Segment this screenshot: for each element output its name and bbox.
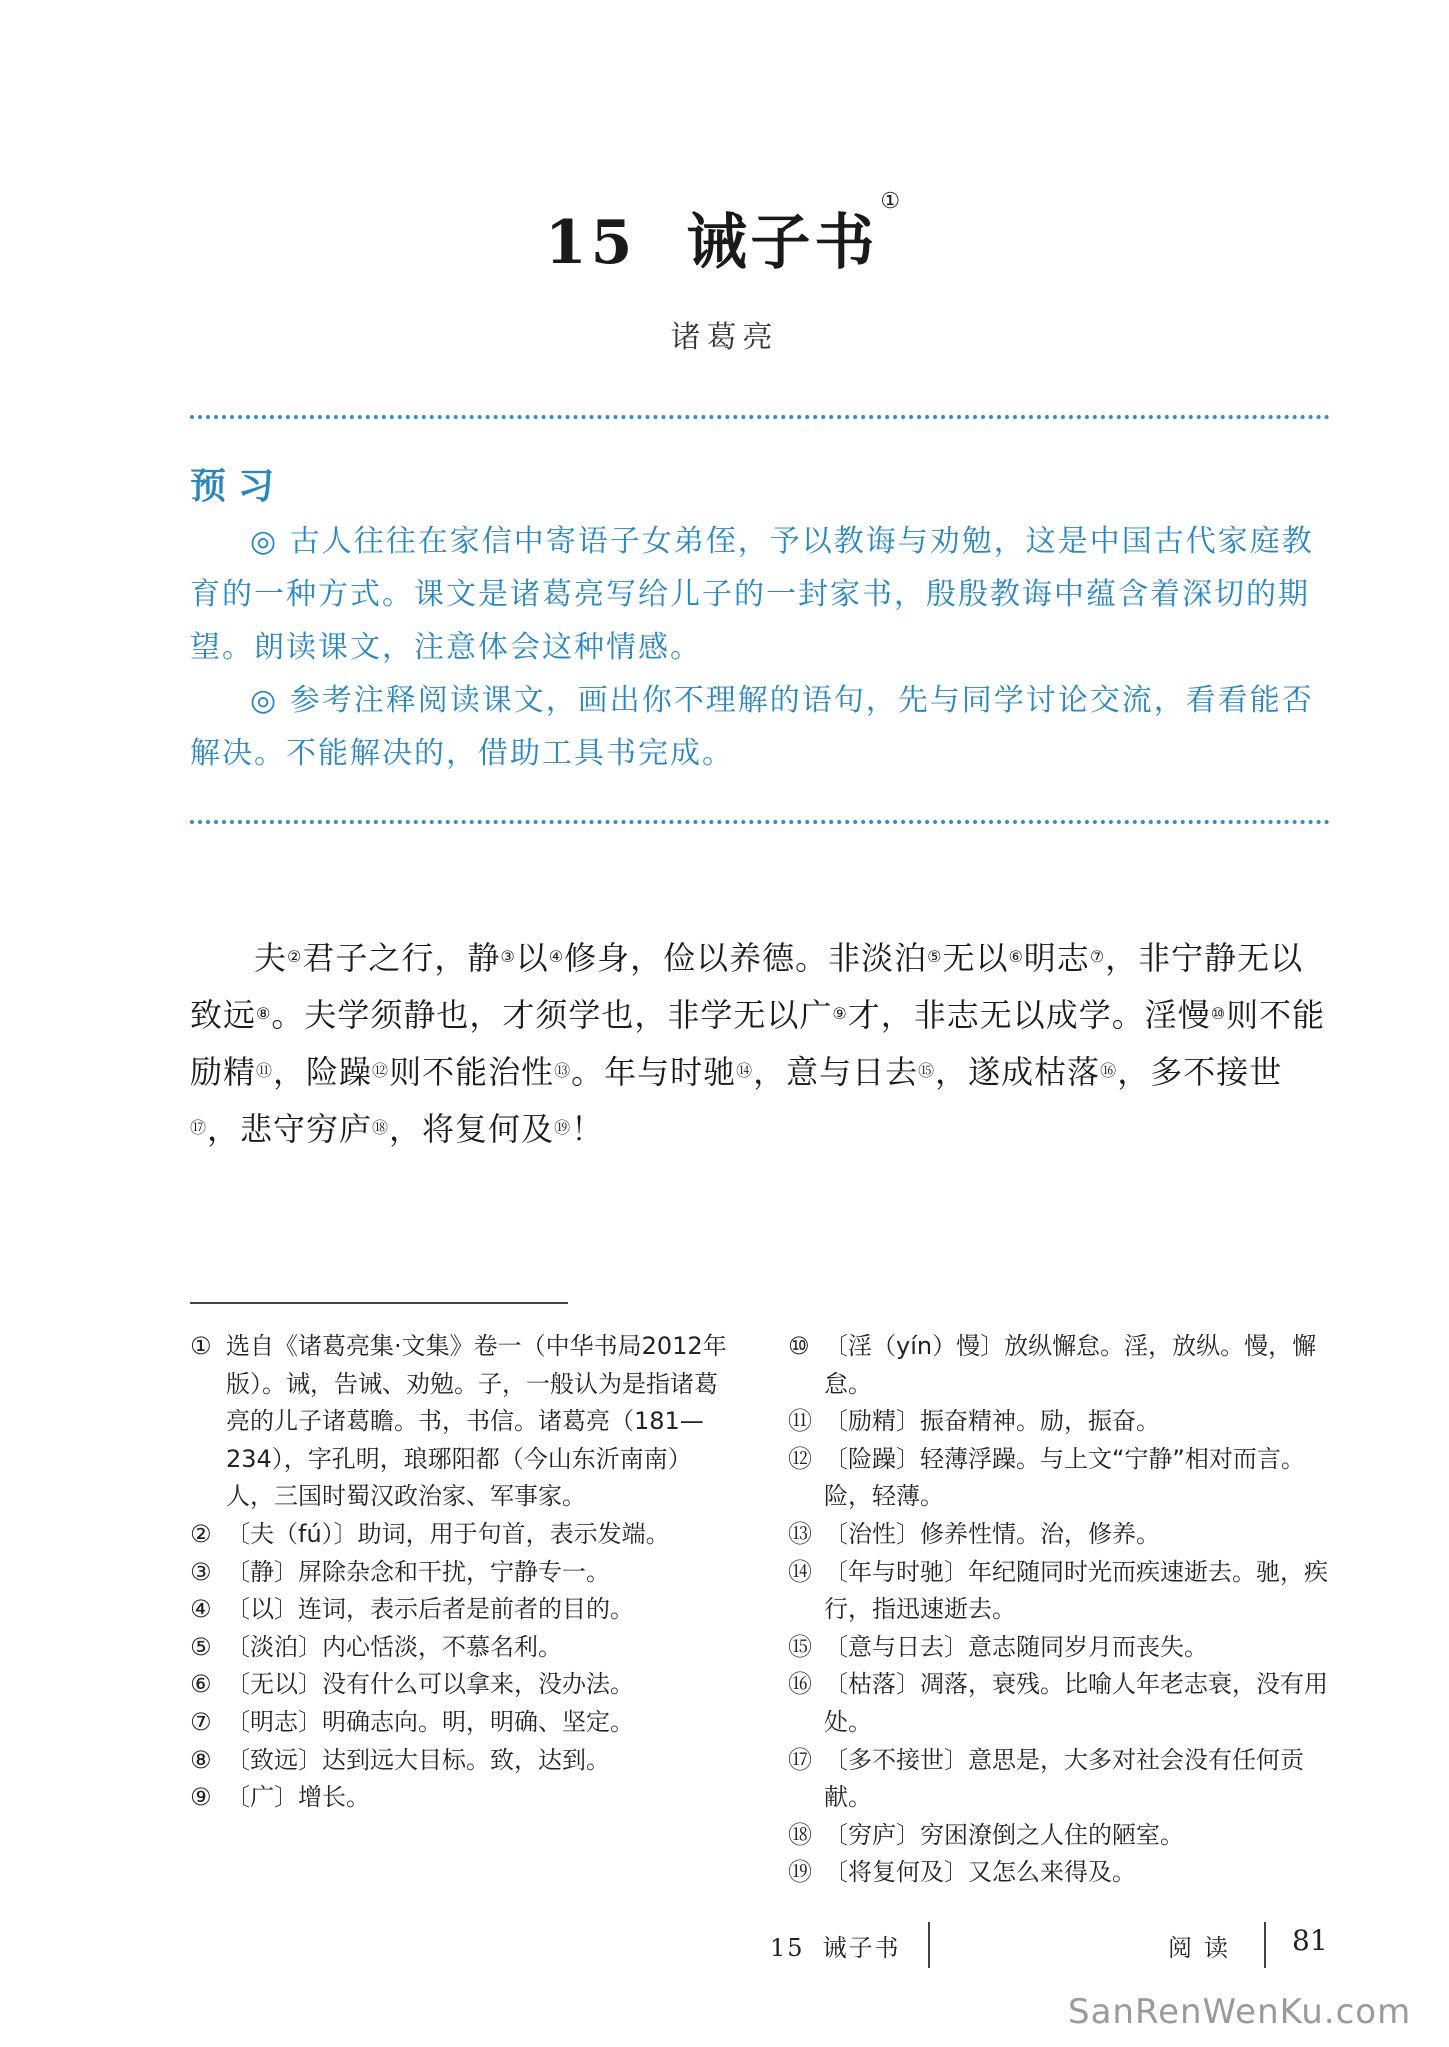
- footnote-item: [788, 1403, 1333, 1441]
- footnote-item: [788, 1441, 1333, 1516]
- footnote-marker[interactable]: ⑱: [372, 1118, 390, 1137]
- footnote-number: ⑤: [190, 1632, 212, 1661]
- footnote-text: 〔夫（fú）〕助词，用于句首，表示发端。: [226, 1519, 670, 1548]
- footnote-marker[interactable]: ⑤: [927, 947, 943, 966]
- lesson-number: 15: [544, 208, 637, 278]
- preview-paragraph: ◎ 参考注释阅读课文，画出你不理解的语句，先与同学讨论交流，看看能否解决。不能解决的，借助工具书完成。: [190, 683, 1314, 771]
- footnote-number: ⑨: [190, 1783, 212, 1812]
- footnote-item: [190, 1704, 730, 1742]
- watermark: SanRenWenKu.com: [1068, 1992, 1412, 2032]
- footnote-item: [190, 1516, 730, 1554]
- footnote-text: 〔将复何及〕又怎么来得及。: [824, 1858, 1136, 1887]
- footnote-marker[interactable]: ⑩: [1210, 1004, 1227, 1023]
- footnote-text: 〔险躁〕轻薄浮躁。与上文“宁静”相对而言。险，轻薄。: [824, 1444, 1305, 1511]
- footnote-marker[interactable]: ⑮: [918, 1061, 936, 1080]
- lesson-title: [0, 189, 1449, 281]
- footnote-number: ②: [190, 1519, 212, 1548]
- footer-lesson-title: 诫子书: [822, 1934, 901, 1962]
- footnote-item: [190, 1779, 730, 1817]
- footnote-number: ①: [190, 1332, 212, 1360]
- footnote-marker[interactable]: ⑧: [256, 1004, 272, 1023]
- footnotes-right-column: [788, 1328, 1333, 1892]
- footnote-item: [190, 1591, 730, 1629]
- lesson-title-text: 诫子书: [686, 208, 879, 278]
- footnote-marker[interactable]: ②: [287, 947, 303, 966]
- main-text-segment: 修身，俭以养德。非淡泊: [564, 939, 928, 977]
- footnote-number: ⑫: [788, 1444, 812, 1473]
- footnote-text: 〔无以〕没有什么可以拿来，没办法。: [226, 1670, 634, 1699]
- author-name: 诸葛亮: [670, 320, 779, 355]
- main-text-segment: 。年与时驰: [571, 1053, 737, 1091]
- main-text-segment: ，将复何及: [389, 1110, 555, 1148]
- footnote-marker[interactable]: ⑨: [832, 1004, 848, 1023]
- footnote-number: ⑪: [788, 1407, 812, 1436]
- footnote-number: ⑦: [190, 1707, 212, 1736]
- footnote-marker[interactable]: ④: [548, 947, 565, 966]
- main-text: [190, 930, 1332, 1158]
- main-text-segment: ，遂成枯落: [935, 1053, 1101, 1091]
- footnote-item: [788, 1666, 1333, 1741]
- footnote-text: 〔年与时驰〕年纪随同时光而疾速逝去。驰，疾行，指迅速逝去。: [824, 1557, 1328, 1624]
- running-footer: [770, 1928, 901, 1963]
- footnote-number: ③: [190, 1557, 212, 1586]
- page-number: 81: [1292, 1924, 1328, 1957]
- main-text-segment: 则不能励精: [190, 996, 1326, 1091]
- footnote-item: [190, 1666, 730, 1704]
- preview-top-divider: [190, 415, 1330, 419]
- main-text-segment: ，多不接世: [1117, 1053, 1283, 1091]
- footnote-item: [788, 1742, 1333, 1817]
- footnote-marker[interactable]: ⑫: [372, 1061, 390, 1080]
- main-text-segment: 明志: [1023, 939, 1090, 977]
- footnote-marker[interactable]: ⑥: [1008, 947, 1024, 966]
- main-text-segment: 才，非志无以成学。淫慢: [847, 996, 1211, 1034]
- footnote-text: 〔明志〕明确志向。明，明确、坚定。: [226, 1707, 634, 1736]
- preview-heading: 预习: [190, 465, 287, 507]
- preview-paragraph: ◎ 古人往往在家信中寄语子女弟侄，予以教诲与劝勉，这是中国古代家庭教育的一种方式。课文是诸葛亮写给儿子的一封家书，殷殷教诲中蕴含着深切的期望。朗读课文，注意体会这种情感。: [190, 524, 1314, 665]
- footnote-item: [788, 1817, 1333, 1855]
- footnote-text: 〔以〕连词，表示后者是前者的目的。: [226, 1595, 634, 1624]
- footnote-marker[interactable]: ⑯: [1100, 1061, 1118, 1080]
- footnote-number: ⑬: [788, 1519, 812, 1548]
- footnotes-left-column: [190, 1328, 730, 1817]
- main-text-segment: ，险躁: [273, 1053, 373, 1091]
- footnote-text: 〔淡泊〕内心恬淡，不慕名利。: [226, 1632, 562, 1661]
- footnote-number: ⑥: [190, 1670, 212, 1699]
- main-text-segment: ！: [571, 1110, 605, 1148]
- footnote-text: 〔多不接世〕意思是，大多对社会没有任何贡献。: [824, 1745, 1304, 1812]
- main-text-segment: 君子之行，静: [302, 939, 501, 977]
- footnote-text: 〔致远〕达到远大目标。致，达到。: [226, 1745, 610, 1774]
- main-text-segment: ，悲守穷庐: [207, 1110, 373, 1148]
- footnote-number: ④: [190, 1595, 212, 1624]
- footnote-item: [190, 1328, 730, 1516]
- main-text-segment: 无以: [942, 939, 1009, 977]
- footnote-item: [788, 1328, 1333, 1403]
- footnote-text: 〔静〕屏除杂念和干扰，宁静专一。: [226, 1557, 610, 1586]
- main-text-segment: ，意与日去: [753, 1053, 919, 1091]
- footnote-text: 〔枯落〕凋落，衰残。比喻人年老志衰，没有用处。: [824, 1670, 1328, 1736]
- footnote-text: 〔励精〕振奋精神。励，振奋。: [824, 1407, 1160, 1436]
- main-text-segment: ，非宁静无以致远: [190, 939, 1304, 1034]
- footnote-text: 〔意与日去〕意志随同岁月而丧失。: [824, 1632, 1208, 1661]
- footnote-item: [190, 1629, 730, 1667]
- preview-bottom-divider: [190, 820, 1330, 824]
- footnote-number: ⑭: [788, 1557, 812, 1586]
- footer-separator: [928, 1922, 930, 1968]
- footnote-item: [788, 1554, 1333, 1629]
- footnote-divider: [190, 1302, 568, 1304]
- footnote-text: 〔淫（yín）慢〕放纵懈怠。淫，放纵。慢，懈怠。: [824, 1332, 1317, 1398]
- main-text-segment: 夫: [254, 939, 288, 977]
- footnote-item: [190, 1742, 730, 1780]
- footnote-marker[interactable]: ③: [500, 947, 516, 966]
- main-text-segment: 。夫学须静也，才须学也，非学无以广: [271, 996, 833, 1034]
- footnote-marker[interactable]: ⑦: [1089, 947, 1106, 966]
- footnote-marker[interactable]: ⑲: [554, 1118, 572, 1137]
- main-text-segment: 以: [515, 939, 549, 977]
- footnote-item: [788, 1516, 1333, 1554]
- footnote-item: [788, 1854, 1333, 1892]
- main-text-segment: 则不能治性: [389, 1053, 555, 1091]
- footnote-item: [190, 1554, 730, 1592]
- footer-separator: [1264, 1922, 1266, 1968]
- footnote-marker[interactable]: ⑰: [190, 1118, 208, 1137]
- footnote-marker[interactable]: ⑪: [256, 1061, 274, 1080]
- title-footnote-mark[interactable]: ①: [880, 189, 905, 214]
- footnote-number: ⑱: [788, 1820, 812, 1849]
- footnote-text: 〔治性〕修养性情。治，修养。: [824, 1519, 1160, 1548]
- footer-lesson-number: 15: [770, 1934, 805, 1962]
- footer-section: 阅读: [1168, 1934, 1240, 1962]
- preview-body: [190, 515, 1332, 780]
- footnote-text: 选自《诸葛亮集·文集》卷一（中华书局2012年版）。诫，告诫、劝勉。子，一般认为是指诸葛亮的儿子诸葛瞻。书，书信。诸葛亮（181—234），字孔明，琅琊阳都（今山东沂南南）人，三国时蜀汉政治家、军事家。: [226, 1332, 727, 1511]
- footnote-number: ⑩: [788, 1332, 810, 1360]
- footnote-marker[interactable]: ⑬: [554, 1061, 572, 1080]
- footnote-number: ⑮: [788, 1632, 812, 1661]
- footnote-item: [788, 1629, 1333, 1667]
- footnote-number: ⑯: [788, 1670, 812, 1699]
- footnote-text: 〔广〕增长。: [226, 1783, 370, 1812]
- footnote-number: ⑲: [788, 1858, 812, 1887]
- footnote-text: 〔穷庐〕穷困潦倒之人住的陋室。: [824, 1820, 1184, 1849]
- footnote-number: ⑧: [190, 1745, 212, 1774]
- footnote-marker[interactable]: ⑭: [736, 1061, 754, 1080]
- footnote-number: ⑰: [788, 1745, 812, 1774]
